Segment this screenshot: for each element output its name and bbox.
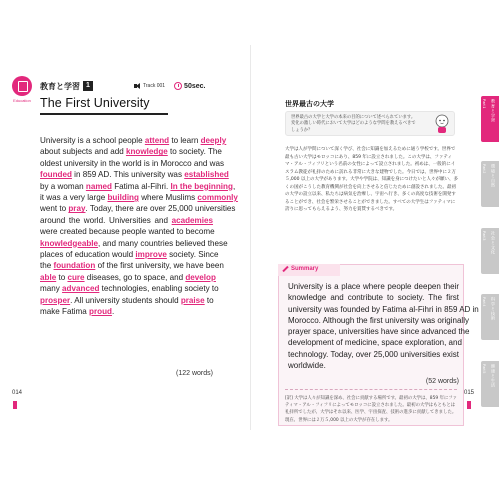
- passage-text: oldest university in the world is in Morocco and was: [40, 158, 224, 168]
- keyword[interactable]: deeply: [200, 136, 227, 145]
- keyword[interactable]: founded: [40, 170, 72, 180]
- keyword[interactable]: attend: [144, 136, 170, 145]
- passage-line: [40, 146, 222, 157]
- section-heading: 世界最古の大学: [285, 100, 334, 108]
- keyword[interactable]: prosper: [40, 295, 71, 305]
- summary-line: prayer space, universities have since advanced the: [288, 327, 470, 337]
- summary-line: development of medicine, space exploration, and: [288, 338, 462, 348]
- summary-line: university was founded by Fatima al-Fihri in 859 AD in: [288, 304, 479, 314]
- chapter-tab-number: Part 4: [482, 297, 486, 307]
- reading-time: [174, 82, 205, 90]
- passage-line: [40, 272, 216, 283]
- passage-text: went to: [40, 204, 69, 214]
- summary-line: knowledge and contribute to society. The first: [288, 293, 459, 303]
- passage-text: about subjects and add: [40, 147, 126, 157]
- passage-text: to learn: [169, 136, 201, 145]
- summary-translation: [訳] 大学は人々が知識を深め、社会に貢献する場所です。最初の大学は、859 年にファティマ・アル・フィフリによってモロッコに設立されました。最初の大学はもともとは礼拝所でしたが、大学はそれ以来、医学、宇宙探査、技術の進歩に貢献してきました。現在、世界には２万５,000 以上の大学が存在します。: [285, 396, 458, 423]
- passage-line: [40, 238, 228, 249]
- passage-text: the: [40, 261, 54, 271]
- summary-label: Summary: [291, 266, 319, 272]
- speaker-icon: [134, 83, 141, 89]
- keyword[interactable]: proud: [89, 307, 112, 317]
- summary-line: technology. Today, over 25,000 universities exist: [288, 349, 459, 359]
- chapter-tab-number: Part 5: [482, 364, 486, 374]
- passage-text: diseases, go to space, and: [84, 272, 186, 282]
- category-label: Education: [13, 98, 31, 103]
- page-title: The First University: [40, 96, 150, 110]
- chapter-tab-label: 教育と学習: [491, 99, 496, 123]
- passage-text: technologies, enabling society to: [99, 284, 219, 294]
- passage-line: [40, 181, 236, 192]
- passage-line: [40, 306, 213, 317]
- passage-text: .: [111, 307, 115, 317]
- passage-line: [40, 158, 224, 169]
- japanese-body: 大学は人が学問について深く学び、社会に知識を加えるために通う学校です。世界で最も古い大学はモロッコにあり、859 年に設立されました。この大学は、ファティマ・アル・フィフリという名前の女性によって設立されました。初めは、一般的にイスラム教徒が礼拝のために訪れる非常に大きな建物でした。今日では、世界中に２万５,000 以上の大学があります。大学や学院は、知識を身につけたいと人々が願い、多くの国がこうした教育機関が社会を向上させると信じたために創設されました。最初の大学の設立以来、私たちは病気を治療し、宇宙へ行き、多くの高度な技術を開発することができ、社会を繁栄させることができました。すべての大学生はファティマに誇りに思ってもらえるよう、努力を賞賛するべきです。: [285, 147, 458, 213]
- passage-text: of the first university, we have been: [95, 261, 224, 271]
- passage-line: [40, 169, 229, 180]
- summary-divider: [285, 389, 457, 390]
- passage-text: to society. The: [167, 147, 222, 157]
- passage-text: where Muslims: [138, 193, 198, 203]
- passage-line: [40, 249, 219, 260]
- keyword[interactable]: knowledgeable: [40, 238, 99, 248]
- page-number-left: 014: [12, 390, 23, 396]
- passage-line: [40, 283, 219, 294]
- keyword[interactable]: commonly: [197, 193, 238, 203]
- lesson-title: 教育と学習: [40, 81, 80, 91]
- passage-text: around the world. Universities and: [40, 215, 172, 225]
- passage-line: [40, 215, 213, 226]
- keyword[interactable]: established: [184, 170, 229, 180]
- passage-line: [40, 192, 238, 203]
- passage-text: , and many countries believed these: [98, 238, 228, 248]
- chapter-tab-label: 環境と自然: [491, 164, 496, 188]
- book-spread: [0, 45, 500, 430]
- keyword[interactable]: named: [85, 181, 112, 191]
- chapter-tab-label: 社会と文化: [491, 231, 496, 255]
- passage-text: . All university students should: [70, 295, 181, 305]
- keyword[interactable]: In the beginning: [170, 181, 233, 191]
- book-icon: [12, 76, 32, 96]
- keyword[interactable]: advanced: [62, 284, 100, 294]
- keyword[interactable]: building: [107, 193, 139, 203]
- page-marker: [467, 401, 471, 409]
- passage-text: Fatima al-Fihri.: [111, 181, 171, 191]
- passage-line: [40, 295, 213, 306]
- passage-line: [40, 135, 227, 146]
- mascot-icon: [431, 112, 453, 134]
- passage-text: University is a school people: [40, 136, 145, 145]
- chapter-tab-1[interactable]: [481, 96, 499, 142]
- keyword[interactable]: academies: [171, 215, 213, 225]
- summary-text: [288, 281, 479, 371]
- passage-text: in 859 AD. This university was: [71, 170, 185, 180]
- keyword[interactable]: develop: [185, 272, 216, 282]
- passage-text: ,: [232, 181, 236, 191]
- summary-line: worldwide.: [288, 361, 326, 371]
- chapter-tab-number: Part 1: [482, 99, 486, 109]
- passage-text: society. Since: [166, 250, 219, 260]
- chapter-tab-3[interactable]: [481, 228, 499, 274]
- passage-text: many: [40, 284, 63, 294]
- passage-line: [40, 260, 224, 271]
- chapter-tab-number: Part 3: [482, 231, 486, 241]
- passage-text: it was a very large: [40, 193, 108, 203]
- passage-text: were created because people wanted to become: [40, 227, 215, 237]
- intro-text: 世界最古の大学と大学の本来の目的について述べられています。変化の激しい時代において大学はどのような学問を教えるべきでしょうか？: [291, 115, 416, 133]
- pencil-icon: [282, 266, 288, 272]
- chapter-tab-4[interactable]: [481, 294, 499, 340]
- summary-word-count: (52 words): [425, 378, 459, 385]
- passage-text: by a woman: [40, 181, 86, 191]
- reading-passage: [40, 135, 238, 318]
- keyword[interactable]: improve: [135, 250, 167, 260]
- page-number-right: 015: [464, 390, 475, 396]
- title-underline: [40, 113, 168, 115]
- passage-line: [40, 203, 236, 214]
- lesson-header: [40, 80, 220, 92]
- stopwatch-icon: [174, 82, 182, 90]
- lesson-number: 1: [83, 81, 93, 91]
- time-label: 50sec.: [184, 82, 206, 90]
- chapter-tab-2[interactable]: [481, 161, 499, 207]
- passage-text: to: [56, 272, 68, 282]
- passage-text: places of education would: [40, 250, 136, 260]
- keyword[interactable]: able: [40, 272, 57, 282]
- audio-track[interactable]: [134, 83, 165, 89]
- keyword[interactable]: cure: [67, 272, 85, 282]
- chapter-tab-number: Part 2: [482, 164, 486, 174]
- chapter-tab-label: 科学と技術: [491, 297, 496, 321]
- summary-header: [282, 266, 318, 272]
- chapter-tab-label: 健康と生活: [491, 364, 496, 388]
- page-marker: [13, 401, 17, 409]
- keyword[interactable]: pray: [68, 204, 86, 214]
- right-page: [250, 45, 500, 430]
- passage-text: make Fatima: [40, 307, 90, 317]
- summary-line: University is a place where people deepen their: [288, 282, 459, 291]
- keyword[interactable]: praise: [180, 295, 205, 305]
- chapter-tab-5[interactable]: [481, 361, 499, 407]
- summary-line: Morocco. Although the first university was originally: [288, 315, 469, 325]
- keyword[interactable]: knowledge: [125, 147, 168, 157]
- keyword[interactable]: foundation: [53, 261, 96, 271]
- track-label: Track 001: [143, 83, 166, 89]
- left-page: [0, 45, 250, 430]
- passage-text: to: [204, 295, 214, 305]
- passage-line: [40, 226, 213, 237]
- word-count: (122 words): [176, 370, 213, 377]
- passage-text: . Today, there are over 25,000 universities: [85, 204, 236, 214]
